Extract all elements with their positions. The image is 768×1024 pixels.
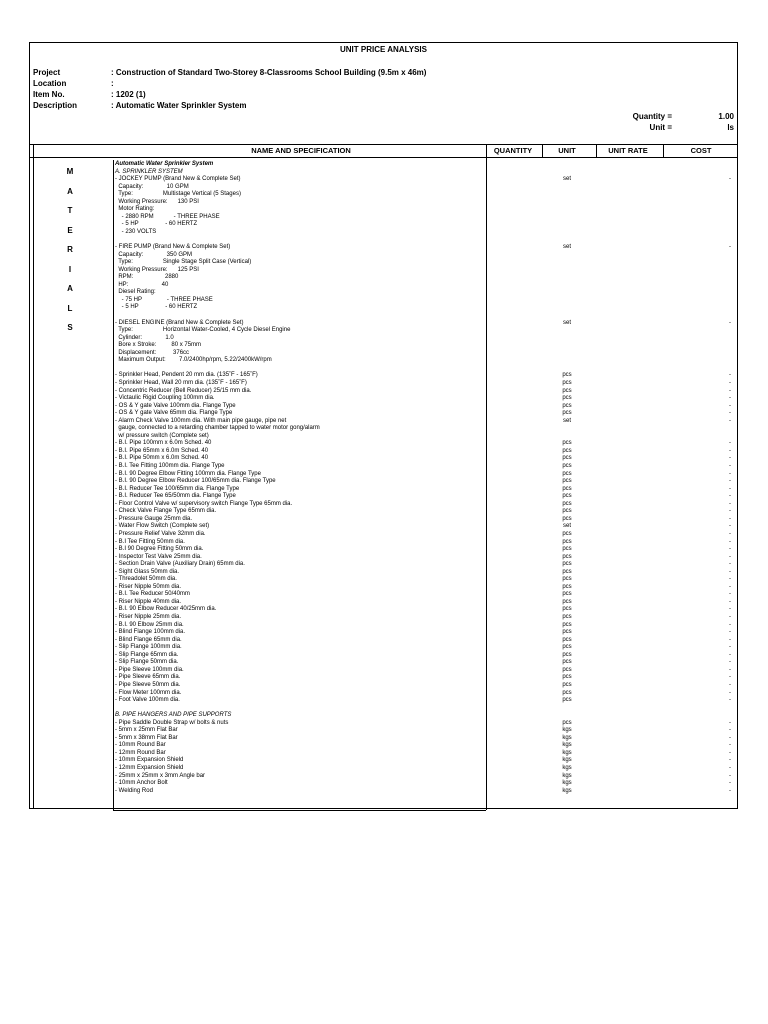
line-item-spec: Maximum Output: 7.0/2400hp/rpm, 5.22/2400kW/rpm <box>115 357 272 364</box>
line-item-spec: - 2880 RPM - THREE PHASE <box>115 213 220 220</box>
line-item-unit: pcs <box>562 659 572 666</box>
quantity-label: Quantity = <box>632 112 672 121</box>
line-item-spec: - Water Flow Switch (Complete set) <box>115 523 210 530</box>
line-item-unit: pcs <box>562 614 572 620</box>
line-item-spec: w/ pressure switch (Complete set) <box>115 432 209 439</box>
line-item-unit: pcs <box>562 666 572 673</box>
line-item-unit: pcs <box>562 636 572 643</box>
line-item-cost: - <box>729 644 731 651</box>
line-item-spec: Automatic Water Sprinkler System <box>115 161 214 167</box>
materials-letter: E <box>67 225 73 235</box>
unit-price-analysis-sheet <box>29 42 738 809</box>
line-item-unit: pcs <box>562 621 572 628</box>
line-item-spec: - B.I. Tee Fitting 100mm dia. Flange Type <box>115 463 225 469</box>
line-item-spec: - Check Valve Flange Type 65mm dia. <box>115 508 217 515</box>
line-item-cost: - <box>729 689 731 696</box>
spec-box-right <box>486 160 487 810</box>
quantity-value: 1.00 <box>718 112 734 121</box>
line-item-spec: - 10mm Anchor Bolt <box>115 780 168 787</box>
line-item-unit: kgs <box>562 772 572 779</box>
line-item-cost: - <box>729 508 731 515</box>
line-item-spec: Working Pressure: 125 PSI <box>115 266 199 273</box>
col-unit: UNIT <box>558 146 576 155</box>
line-item-unit: pcs <box>562 681 572 688</box>
divider-cost <box>663 144 664 157</box>
table-header <box>30 144 737 158</box>
line-item-unit: pcs <box>562 372 572 379</box>
line-item-unit: pcs <box>562 719 572 726</box>
materials-letter: L <box>67 303 73 313</box>
line-item-spec: - Floor Control Valve w/ supervisory switch Flange Type 65mm dia. <box>115 500 293 507</box>
line-item-cost: - <box>729 485 731 492</box>
line-item-unit: pcs <box>562 463 572 469</box>
line-item-unit: pcs <box>562 379 572 386</box>
line-item-spec: - 230 VOLTS <box>115 228 157 235</box>
line-item-unit: pcs <box>562 508 572 515</box>
line-item-spec: - OS & Y gate Valve 100mm dia. Flange Type <box>115 402 236 409</box>
line-item-spec: RPM: 2880 <box>115 274 179 281</box>
line-item-spec: - JOCKEY PUMP (Brand New & Complete Set) <box>115 176 241 183</box>
line-item-spec: - 10mm Round Bar <box>115 742 166 749</box>
description-value: : Automatic Water Sprinkler System <box>111 101 247 110</box>
col-name-spec: NAME AND SPECIFICATION <box>251 146 351 155</box>
line-item-cost: - <box>729 591 731 598</box>
line-item-cost: - <box>729 629 731 636</box>
line-item-spec: - Slip Flange 65mm dia. <box>115 651 179 658</box>
line-item-cost: - <box>729 576 731 583</box>
materials-label <box>63 167 77 343</box>
line-item-unit: pcs <box>562 447 572 454</box>
line-item-unit: set <box>562 176 571 183</box>
line-item-spec: - Riser Nipple 50mm dia. <box>115 583 182 590</box>
line-item-spec: - FIRE PUMP (Brand New & Complete Set) <box>115 244 231 251</box>
description-label: Description <box>33 101 78 110</box>
line-item-unit: pcs <box>562 576 572 583</box>
line-item-unit: pcs <box>562 546 572 553</box>
divider-unit <box>542 144 543 157</box>
line-item-cost: - <box>729 681 731 688</box>
line-item-spec: - Pipe Sleeve 50mm dia. <box>115 681 181 688</box>
line-item-unit: pcs <box>562 561 572 568</box>
line-item-spec: Type: Single Stage Split Case (Vertical) <box>115 259 252 266</box>
line-item-spec: - Pressure Gauge 25mm dia. <box>115 515 193 522</box>
line-item-spec: Motor Rating: <box>115 206 155 213</box>
line-item-spec: A. SPRINKLER SYSTEM <box>115 168 183 175</box>
line-item-spec: - 5mm x 25mm Flat Bar <box>115 727 178 734</box>
materials-letter: T <box>67 206 73 215</box>
line-item-spec: - Slip Flange 100mm dia. <box>115 644 182 651</box>
line-item-spec: - 12mm Expansion Shield <box>115 765 184 771</box>
unit-value: ls <box>727 123 734 132</box>
line-item-cost: - <box>729 379 731 386</box>
line-item-spec: - Sprinkler Head, Wall 20 mm dia. (135˚F - 165˚F) <box>115 379 247 386</box>
line-item-spec: - 25mm x 25mm x 3mm Angle bar <box>115 772 206 779</box>
materials-letter: M <box>66 167 74 176</box>
line-item-cost: - <box>729 493 731 500</box>
line-item-unit: pcs <box>562 515 572 522</box>
line-item-spec: - B.I. Reducer Tee 65/50mm dia. Flange Type <box>115 493 236 500</box>
spec-box-left <box>113 160 114 810</box>
line-item-spec: - Pipe Sleeve 100mm dia. <box>115 666 184 673</box>
line-item-spec: - Welding Rod <box>115 787 153 794</box>
location-value: : <box>111 79 114 88</box>
line-item-spec: B. PIPE HANGERS AND PIPE SUPPORTS <box>115 712 232 719</box>
materials-letter: I <box>68 264 72 274</box>
line-item-spec: HP: 40 <box>115 281 169 288</box>
line-item-cost: - <box>729 598 731 605</box>
line-item-spec: - Blind Flange 65mm dia. <box>115 636 182 643</box>
line-item-unit: set <box>562 319 571 326</box>
quantity-row <box>632 112 734 121</box>
line-item-cost: - <box>729 651 731 658</box>
line-item-unit: kgs <box>562 727 572 734</box>
line-item-spec: - B.I. Reducer Tee 100/65mm dia. Flange Type <box>115 485 240 492</box>
line-item-cost: - <box>729 614 731 620</box>
project-value: : Construction of Standard Two-Storey 8-Classrooms School Building (9.5m x 46m) <box>111 68 427 77</box>
line-item-cost: - <box>729 780 731 787</box>
line-item-unit: pcs <box>562 651 572 658</box>
line-item-spec: - Alarm Check Valve 100mm dia. With main pipe gauge, pipe net <box>115 417 287 424</box>
line-item-spec: - Flow Meter 100mm dia. <box>115 689 182 696</box>
line-item-spec: - 5 HP - 60 HERTZ <box>115 304 198 311</box>
line-item-spec: Cylinder: 1.0 <box>115 334 174 341</box>
divider-rate <box>596 144 597 157</box>
line-item-spec: - Pipe Saddle Double Strap w/ bolts & nuts <box>115 719 229 726</box>
line-item-spec: Bore x Stroke: 80 x 75mm <box>115 342 202 349</box>
line-item-spec: - OS & Y gate Valve 65mm dia. Flange Type <box>115 410 233 417</box>
line-item-spec: - B.I. Pipe 100mm x 6.0m Sched. 40 <box>115 440 212 447</box>
line-item-unit: pcs <box>562 606 572 613</box>
line-item-spec: Capacity: 10 GPM <box>115 183 189 190</box>
line-item-cost: - <box>729 523 731 530</box>
line-item-unit: pcs <box>562 485 572 492</box>
materials-letter: S <box>67 323 73 332</box>
line-item-spec: Diesel Rating: <box>115 289 156 296</box>
line-item-spec: - Threadolet 50mm dia. <box>115 576 177 583</box>
line-item-unit: pcs <box>562 500 572 507</box>
line-item-cost: - <box>729 772 731 779</box>
line-item-spec: - B.I. 90 Elbow 25mm dia. <box>115 621 184 628</box>
line-item-spec: - Blind Flange 100mm dia. <box>115 629 186 636</box>
item-label: Item No. <box>33 90 65 99</box>
line-item-cost: - <box>729 515 731 522</box>
line-item-spec: - Pressure Relief Valve 32mm dia. <box>115 530 206 537</box>
line-item-unit: kgs <box>562 734 572 741</box>
line-item-cost: - <box>729 674 731 681</box>
line-item-cost: - <box>729 666 731 673</box>
line-item-unit: pcs <box>562 598 572 605</box>
line-item-spec: - Sight Glass 50mm dia. <box>115 568 180 575</box>
line-item-spec: Type: Multistage Vertical (5 Stages) <box>115 191 241 198</box>
spec-box-bottom <box>113 810 486 811</box>
line-item-cost: - <box>729 500 731 507</box>
line-item-spec: - 10mm Expansion Shield <box>115 757 184 764</box>
line-item-cost: - <box>729 742 731 749</box>
line-item-spec: Type: Horizontal Water-Cooled, 4 Cycle Diesel Engine <box>115 327 291 334</box>
line-item-spec: - 5 HP - 60 HERTZ <box>115 221 198 228</box>
col-unit-rate: UNIT RATE <box>608 146 648 155</box>
line-item-unit: set <box>562 417 571 424</box>
col-quantity: QUANTITY <box>493 146 533 155</box>
materials-letter: A <box>67 284 73 293</box>
line-item-spec: - 12mm Round Bar <box>115 749 166 756</box>
unit-row <box>632 123 734 132</box>
project-row <box>33 68 426 77</box>
line-item-cost: - <box>729 410 731 417</box>
line-item-cost: - <box>729 583 731 590</box>
line-item-cost: - <box>729 470 731 477</box>
line-item-cost: - <box>729 734 731 741</box>
location-row <box>33 79 114 88</box>
line-item-cost: - <box>729 530 731 537</box>
line-item-unit: pcs <box>562 629 572 636</box>
item-row <box>33 90 146 99</box>
line-item-spec: - B.I. Pipe 50mm x 6.0m Sched. 40 <box>115 455 209 462</box>
line-item-cost: - <box>729 719 731 726</box>
line-item-cost: - <box>729 455 731 462</box>
line-item-unit: pcs <box>562 440 572 447</box>
line-item-spec: Capacity: 350 GPM <box>115 251 193 258</box>
line-item-cost: - <box>729 478 731 485</box>
line-item-unit: pcs <box>562 553 572 560</box>
line-item-spec: - B.I. Pipe 65mm x 6.0m Sched. 40 <box>115 447 209 454</box>
line-item-spec: - Slip Flange 50mm dia. <box>115 659 179 666</box>
line-item-spec: - 5mm x 38mm Flat Bar <box>115 734 178 741</box>
description-row <box>33 101 246 110</box>
line-item-spec: - Foot Valve 100mm dia. <box>115 697 180 704</box>
line-item-cost: - <box>729 372 731 379</box>
line-item-spec: - B.I. Tee Reducer 50/40mm <box>115 591 190 598</box>
line-item-cost: - <box>729 606 731 613</box>
line-item-cost: - <box>729 636 731 643</box>
item-value: : 1202 (1) <box>111 90 146 99</box>
line-item-spec: - B.I. 90 Degree Elbow Reducer 100/65mm dia. Flange Type <box>115 478 276 485</box>
line-item-spec: - Riser Nipple 25mm dia. <box>115 614 182 620</box>
unit-label: Unit = <box>649 123 672 132</box>
line-item-cost: - <box>729 176 731 183</box>
line-item-unit: pcs <box>562 493 572 500</box>
line-item-cost: - <box>729 787 731 794</box>
line-item-unit: pcs <box>562 583 572 590</box>
line-item-spec: gauge, connected to a retarding chamber tapped to water motor gong/alarm <box>115 425 320 432</box>
line-item-spec: - B.I 90 Degree Fitting 50mm dia. <box>115 546 204 553</box>
line-item-cost: - <box>729 402 731 409</box>
location-label: Location <box>33 79 67 88</box>
line-item-cost: - <box>729 659 731 666</box>
line-item-cost: - <box>729 621 731 628</box>
line-item-cost: - <box>729 463 731 469</box>
line-item-spec: - DIESEL ENGINE (Brand New & Complete Set) <box>115 319 244 326</box>
line-item-unit: pcs <box>562 530 572 537</box>
line-item-cost: - <box>729 538 731 545</box>
line-item-unit: kgs <box>562 765 572 771</box>
line-item-cost: - <box>729 546 731 553</box>
line-item-unit: pcs <box>562 470 572 477</box>
line-item-spec: - Pipe Sleeve 65mm dia. <box>115 674 181 681</box>
line-item-spec: - Riser Nipple 40mm dia. <box>115 598 182 605</box>
line-item-unit: kgs <box>562 787 572 794</box>
materials-letter: A <box>67 186 73 196</box>
line-item-unit: pcs <box>562 387 572 394</box>
line-item-spec: - Sprinkler Head, Pendent 20 mm dia. (135˚F - 165˚F) <box>115 372 258 379</box>
line-item-unit: pcs <box>562 591 572 598</box>
line-item-spec: Working Pressure: 130 PSI <box>115 198 199 205</box>
line-item-cost: - <box>729 244 731 251</box>
materials-letter: R <box>67 245 73 254</box>
line-item-unit: set <box>562 523 571 530</box>
line-item-unit: pcs <box>562 455 572 462</box>
line-item-cost: - <box>729 319 731 326</box>
line-item-spec: - Victaulic Rigid Coupling 100mm dia. <box>115 395 215 402</box>
line-item-spec: - B.I. 90 Degree Elbow Fitting 100mm dia. Flange Type <box>115 470 261 477</box>
line-item-spec: - B.I Tee Fitting 50mm dia. <box>115 538 185 545</box>
line-item-spec: - Concentric Reducer (Bell Reducer) 25/15 mm dia. <box>115 387 252 394</box>
line-item-unit: pcs <box>562 697 572 704</box>
line-item-cost: - <box>729 447 731 454</box>
line-item-unit: pcs <box>562 568 572 575</box>
project-label: Project <box>33 68 61 77</box>
line-item-unit: pcs <box>562 395 572 402</box>
line-item-cost: - <box>729 727 731 734</box>
line-item-cost: - <box>729 568 731 575</box>
line-item-unit: kgs <box>562 749 572 756</box>
line-item-spec: - Inspector Test Valve 25mm dia. <box>115 553 202 560</box>
line-item-unit: pcs <box>562 478 572 485</box>
line-item-spec: Displacement: 376cc <box>115 349 190 356</box>
line-item-unit: pcs <box>562 410 572 417</box>
table-body <box>30 157 737 808</box>
line-item-unit: pcs <box>562 674 572 681</box>
line-item-unit: pcs <box>562 689 572 696</box>
line-item-unit: pcs <box>562 538 572 545</box>
line-item-spec: - Section Drain Valve (Auxiliary Drain) 65mm dia. <box>115 561 245 568</box>
line-item-cost: - <box>729 697 731 704</box>
line-item-unit: set <box>562 244 571 251</box>
sheet-title: UNIT PRICE ANALYSIS <box>340 45 427 54</box>
line-item-cost: - <box>729 749 731 756</box>
col-cost: COST <box>690 146 712 155</box>
line-item-unit: pcs <box>562 402 572 409</box>
line-item-cost: - <box>729 553 731 560</box>
line-item-cost: - <box>729 440 731 447</box>
line-item-unit: kgs <box>562 742 572 749</box>
line-item-cost: - <box>729 395 731 402</box>
line-item-cost: - <box>729 417 731 424</box>
line-item-unit: kgs <box>562 780 572 787</box>
line-item-spec: - B.I. 90 Elbow Reducer 40/25mm dia. <box>115 606 217 613</box>
line-item-unit: kgs <box>562 757 572 764</box>
line-item-cost: - <box>729 387 731 394</box>
line-item-unit: pcs <box>562 644 572 651</box>
line-item-cost: - <box>729 757 731 764</box>
line-item-cost: - <box>729 765 731 771</box>
line-item-cost: - <box>729 561 731 568</box>
line-item-spec: - 75 HP - THREE PHASE <box>115 296 213 303</box>
